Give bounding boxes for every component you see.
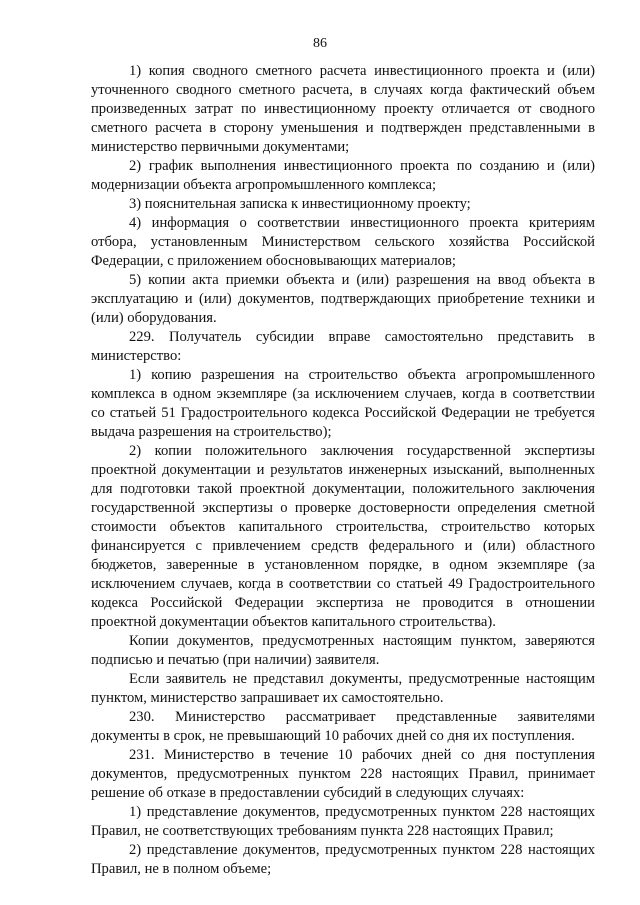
paragraph-229-item-1-construction-permit: 1) копию разрешения на строительство объекта агропромышленного комплекса в одном экземпляре (за исключением случаев, когда в соответствии со статьей 51 Градостроительного кодекса Российской Федерации не требуется выдача разрешения на строительство); <box>91 367 595 440</box>
document-body <box>91 62 595 879</box>
paragraph-ministry-requests: Если заявитель не представил документы, предусмотренные настоящим пунктом, министерство запрашивает их самостоятельно. <box>91 671 595 706</box>
paragraph-item-3-explanatory-note: 3) пояснительная записка к инвестиционному проекту; <box>129 196 471 212</box>
paragraph-item-5-acceptance-act: 5) копии акта приемки объекта и (или) разрешения на ввод объекта в эксплуатацию и (или) документов, подтверждающих приобретение техники и (или) оборудования. <box>91 272 595 326</box>
paragraph-copies-certification: Копии документов, предусмотренных настоящим пунктом, заверяются подписью и печатью (при наличии) заявителя. <box>91 633 595 668</box>
paragraph-229-item-2-expert-conclusions: 2) копии положительного заключения государственной экспертизы проектной документации и результатов инженерных изысканий, выполненных для подготовки такой проектной документации, положительного заключения государственной экспертизы о проверке достоверности определения сметной стоимости объектов капитального строительства, строительство которых финансируется с привлечением средств федерального и (или) областного бюджетов, заверенные в установленном порядке, в одном экземпляре (за исключением случаев, когда в соответствии со статьей 49 Градостроительного кодекса Российской Федерации экспертиза не проводится в отношении проектной документации объектов капитального строительства). <box>91 443 595 630</box>
paragraph-item-2-project-schedule: 2) график выполнения инвестиционного проекта по созданию и (или) модернизации объекта агропромышленного комплекса; <box>91 158 595 193</box>
paragraph-item-1-budget-estimate-copy: 1) копия сводного сметного расчета инвестиционного проекта и (или) уточненного сводного сметного расчета, в случаях когда фактический объем произведенных затрат по инвестиционному проекту отличается от сводного сметного расчета в сторону уменьшения и подтвержден представленными в министерство первичными документами; <box>91 63 595 155</box>
paragraph-item-4-criteria-compliance: 4) информация о соответствии инвестиционного проекта критериям отбора, установленным Министерством сельского хозяйства Российской Федерации, с приложением обосновывающих материалов; <box>91 215 595 269</box>
paragraph-clause-231: 231. Министерство в течение 10 рабочих дней со дня поступления документов, предусмотренных пунктом 228 настоящих Правил, принимает решение об отказе в предоставлении субсидий в следующих случаях: <box>91 747 595 801</box>
paragraph-231-item-1: 1) представление документов, предусмотренных пунктом 228 настоящих Правил, не соответствующих требованиям пункта 228 настоящих Правил; <box>91 804 595 839</box>
paragraph-clause-229: 229. Получатель субсидии вправе самостоятельно представить в министерство: <box>91 329 595 364</box>
paragraph-231-item-2: 2) представление документов, предусмотренных пунктом 228 настоящих Правил, не в полном объеме; <box>91 842 595 877</box>
page-number: 86 <box>313 36 327 51</box>
paragraph-clause-230: 230. Министерство рассматривает представленные заявителями документы в срок, не превышающий 10 рабочих дней со дня их поступления. <box>91 709 595 744</box>
